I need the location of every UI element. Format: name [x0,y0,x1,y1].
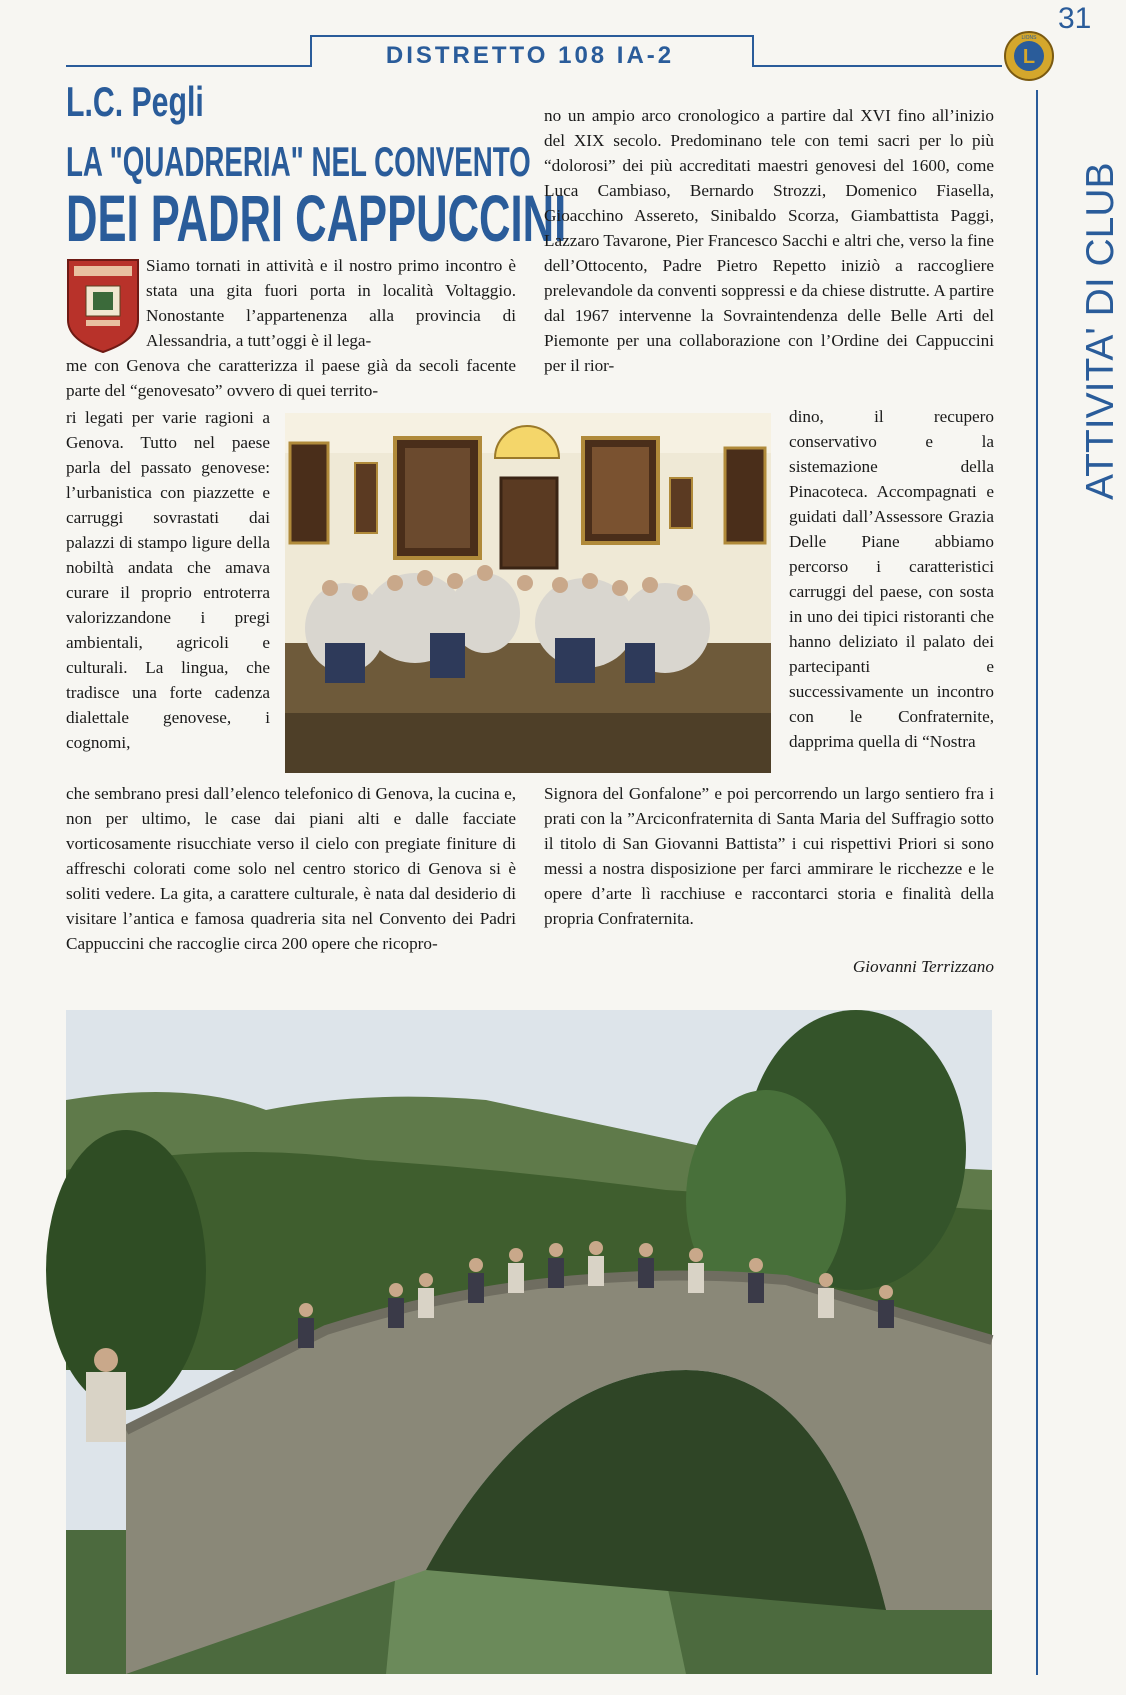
section-label: ATTIVITA' DI CLUB [1079,162,1122,500]
svg-text:L: L [1022,46,1036,68]
column2-paragraph-top: no un ampio arco cronologico a partire dal XVI fino all’inizio del XIX secolo. Predominano tele con temi sacri per lo più “dolorosi” dei più accreditati maestri genovesi del 1600, come Luca Cambiaso, Bernardo Strozzi, Domenico Fiasella, Gioacchino Assereto, Sinibaldo Scorza, Giambattista Paggi, Lazzaro Tavarone, Pier Francesco Sacchi e altri che, verso la fine dell’Ottocento, Padre Pietro Repetto iniziò a raccogliere prelevandole da conventi soppressi e da chiese distrutte. A partire dal 1967 intervenne la Sovraintendenza delle Belle Arti del Piemonte per una collaborazione con l’Ordine dei Cappuccini per il rior- [544,106,994,375]
column2-paragraph-end: Signora del Gonfalone” e poi percorrendo un largo sentiero fra i prati con la ”Arciconfraternita di Santa Maria del Suffragio sotto il titolo di San Giovanni Battista” i cui rispettivi Priori si sono messi a nostra disposizione per farci ammirare le ricchezze e le opere d’arte lì racchiuse e raccontarci storia e finalità della propria Confraternita. [544,784,994,928]
column1-paragraph-cont: me con Genova che caratterizza il paese già da secoli facente parte del “genovesato” ovvero di quei territo- [66,356,516,400]
side-rule [1036,90,1038,1675]
header-rule-tick-left [310,35,312,67]
column1-paragraph-intro: Siamo tornati in attività e il nostro primo incontro è stata una gita fuori porta in località Voltaggio. Nonostante l’appartenenza alla provincia di Alessandria, a tutt’oggi è il lega- [146,256,516,350]
header-rule-left [66,65,311,67]
club-name: L.C. Pegli [66,78,204,125]
district-header: DISTRETTO 108 IA-2 [385,42,675,69]
column2-paragraph-wrap: dino, il recupero conservativo e la sistemazione della Pinacoteca. Accompagnati e guidati dall’Assessore Grazia Delle Piane abbiamo percorso i caratteristici carruggi del paese, con sosta in uno dei tipici ristoranti che hanno deliziato il palato dei partecipanti e successivamente un incontro con le Confraternite, dapprima quella di “Nostra [789,407,994,751]
article-title-line2: DEI PADRI CAPPUCCINI [66,181,567,255]
club-shield-icon [66,258,140,354]
stone-bridge-photo [66,1010,992,1674]
author-signature: Giovanni Terrizzano [852,957,994,976]
column1-paragraph-end: che sembrano presi dall’elenco telefonico di Genova, la cucina e, non per ultimo, le case dai piani alti e dalle facciate vorticosamente risucchiate verso il cielo con pregiate finiture di affreschi colorati come solo nel centro storico di Genova si è soliti vedere. La gita, a carattere culturale, è nata dal desiderio di visitare l’antica e famosa quadreria sita nel Convento dei Padri Cappuccini che raccoglie circa 200 opere che ricopro- [66,784,516,953]
column1-paragraph-wrap: ri legati per varie ragioni a Genova. Tutto nel paese parla del passato genovese: l’urbanistica con piazzette e carruggi sovrastati dai palazzi di stampo ligure della nobiltà andata che amava curare il proprio entroterra valorizzandone i pregi ambientali, agricoli e culturali. La lingua, che tradisce una forte cadenza dialettale genovese, i cognomi, [66,408,270,752]
svg-text:LIONS: LIONS [1021,35,1037,41]
church-interior-photo [285,413,771,773]
article-title-line1: LA "QUADRERIA" NEL CONVENTO [66,138,531,185]
header-rule-tick-right [752,35,754,67]
page-number: 31 [1058,2,1092,35]
lions-logo-icon [1003,30,1055,82]
header-rule-top [310,35,754,37]
header-rule-right [752,65,1002,67]
